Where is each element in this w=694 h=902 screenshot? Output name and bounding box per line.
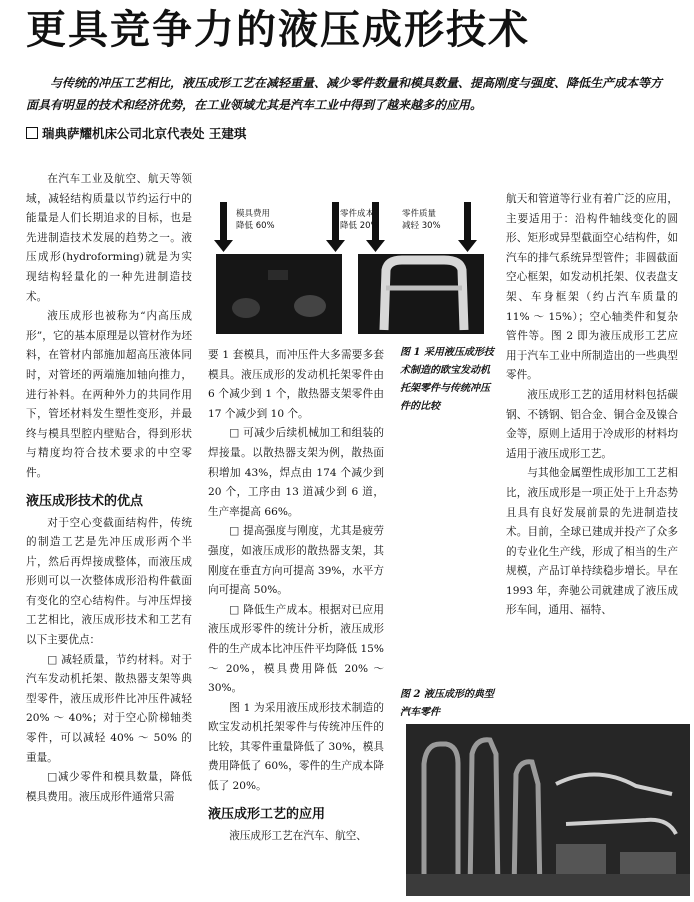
paragraph: □ 降低生产成本。根据对已应用液压成形零件的统计分析，液压成形件的生产成本比冲压件平均降低 15% ～ 20%，模具费用降低 20% ～ 30%。 [208,603,384,695]
figure-2-graphic [406,724,690,896]
figure-label: 模具费用 [236,209,271,219]
section-heading: 液压成形工艺的应用 [208,806,326,822]
paragraph: 液压成形工艺的适用材料包括碳钢、不锈钢、铝合金、铜合金及镍合金等，原则上适用于冷成形的材料均适用于液压成形工艺。 [506,388,678,460]
paragraph: □ 可减少后续机械加工和组装的焊接量。以散热器支架为例，散热面积增加 43%，焊点由 174 个减少到 20 个，工序由 13 道减少到 6 道，生产率提高 66%。 [208,427,384,518]
column-1 [26,170,192,807]
figure-2-photo [406,724,690,896]
article-abstract: 与传统的冲压工艺相比，液压成形工艺在减轻重量、减少零件数量和模具数量、提高刚度与强度、降低生产成本等方面具有明显的技术和经济优势，在工业领域尤其是汽车工业中得到了越来越多的应用。 [26,76,663,112]
column-3 [506,190,678,621]
down-arrow-icon [214,202,233,252]
author-line [26,124,246,142]
figure-label: 零件质量 [402,209,437,219]
author-text: 瑞典萨耀机床公司北京代表处 王建琪 [42,126,247,141]
figure-2-caption: 图 2 液压成形的典型汽车零件 [400,689,494,718]
figure-1-caption: 图 1 采用液压成形技术制造的欧宝发动机托架零件与传统冲压件的比较 [400,347,494,412]
checkbox-bullet-icon [26,127,38,139]
figure-1 [212,200,488,338]
paragraph: 与其他金属塑性成形加工工艺相比，液压成形是一项正处于上升态势且具有良好发展前景的先进制造技术。目前，全球已建成并投产了众多的专业化生产线，形成了相当的生产规模，产品订单持续稳步增长。早在 1993 年，奔驰公司就建成了液压成形车间，通用、福特、 [506,467,678,617]
article-title: 更具竞争力的液压成形技术 [26,7,530,53]
column-2 [208,346,384,846]
figure-label: 减轻 30% [402,221,441,231]
paragraph: 要 1 套模具，而冲压件大多需要多套模具。液压成形的发动机托架零件由 6 个减少到 1 个，散热器支架零件由 17 个减少到 10 个。 [208,349,384,420]
paragraph: 液压成形也被称为“内高压成形”，它的基本原理是以管材作为坯料，在管材内部施加超高压液体同时，对管坯的两端施加轴向推力，进行补料。在两种外力的共同作用下，管坯材料发生塑性变形，并最终与模具型腔内壁贴合，得到形状与精度均符合技术要求的中空零件。 [26,310,192,479]
paragraph: □减少零件和模具数量，降低模具费用。液压成形件通常只需 [26,771,192,803]
figure-label: 降低 20% [340,221,379,231]
stamped-part-photo [216,254,342,334]
paragraph: 对于空心变截面结构件，传统的制造工艺是先冲压成形两个半片，然后再焊接成整体，而液压成形则可以一次整体成形沿构件截面有变化的空心结构件。与冲压焊接工艺相比，液压成形技术和工艺有以下主要优点： [26,516,192,647]
paragraph: 图 1 为采用液压成形技术制造的欧宝发动机托架零件与传统冲压件的比较，其零件重量降低了 30%，模具费用降低了 60%，零件的生产成本降低了 20%。 [208,701,384,793]
paragraph: 在汽车工业及航空、航天等领域，减轻结构质量以节约运行中的能量是人们长期追求的目标，也是先进制造技术发展的趋势之一。液压成形(hydroforming)就是为实现结构轻量化的一种先进制造技术。 [26,173,192,303]
paragraph: 液压成形工艺在汽车、航空、 [229,829,367,842]
figure-label: 降低 60% [236,221,275,231]
section-heading: 液压成形技术的优点 [26,493,144,509]
figure-label: 零件成本 [340,209,375,219]
paragraph: □ 提高强度与刚度，尤其是疲劳强度，如液压成形的散热器支架，其刚度在垂直方向可提高 39%，水平方向可提高 50%。 [208,525,384,597]
paragraph: 航天和管道等行业有着广泛的应用，主要适用于：沿构件轴线变化的圆形、矩形或异型截面空心结构件，如汽车的排气系统异型管件；非圆截面空心框架，如发动机托架、仪表盘支架、车身框架（约占汽车质量的 11% ～ 15%）；空心轴类件和复杂管件等。图 2 即为液压成形工艺应用于汽车工业中所制造出的一些典型零件。 [506,193,678,382]
down-arrow-icon [458,202,477,252]
paragraph: □ 减轻质量，节约材料。对于汽车发动机托架、散热器支架等典型零件，液压成形件比冲压件减轻 20% ～ 40%；对于空心阶梯轴类零件，可以减轻 40% ～ 50% 的重量。 [26,653,192,764]
